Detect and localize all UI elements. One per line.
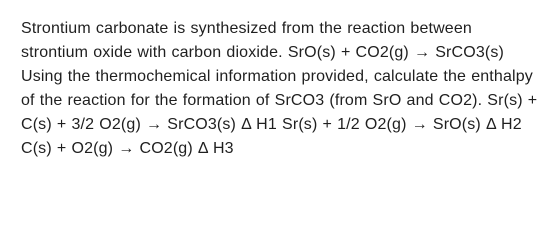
- question-text: Strontium carbonate is synthesized from the reaction between strontium oxide with carbon dioxide. SrO(s) + CO2(g) → SrCO3(s) Using the thermochemical information provided, calculate the enthalpy of the reaction for the formation of SrCO3 (from SrO and CO2). Sr(s) + C(s) + 3/2 O2(g) → SrCO3(s) Δ H1 Sr(s) + 1/2 O2(g) → SrO(s) Δ H2 C(s) + O2(g) → CO2(g) Δ H3: [21, 20, 538, 157]
